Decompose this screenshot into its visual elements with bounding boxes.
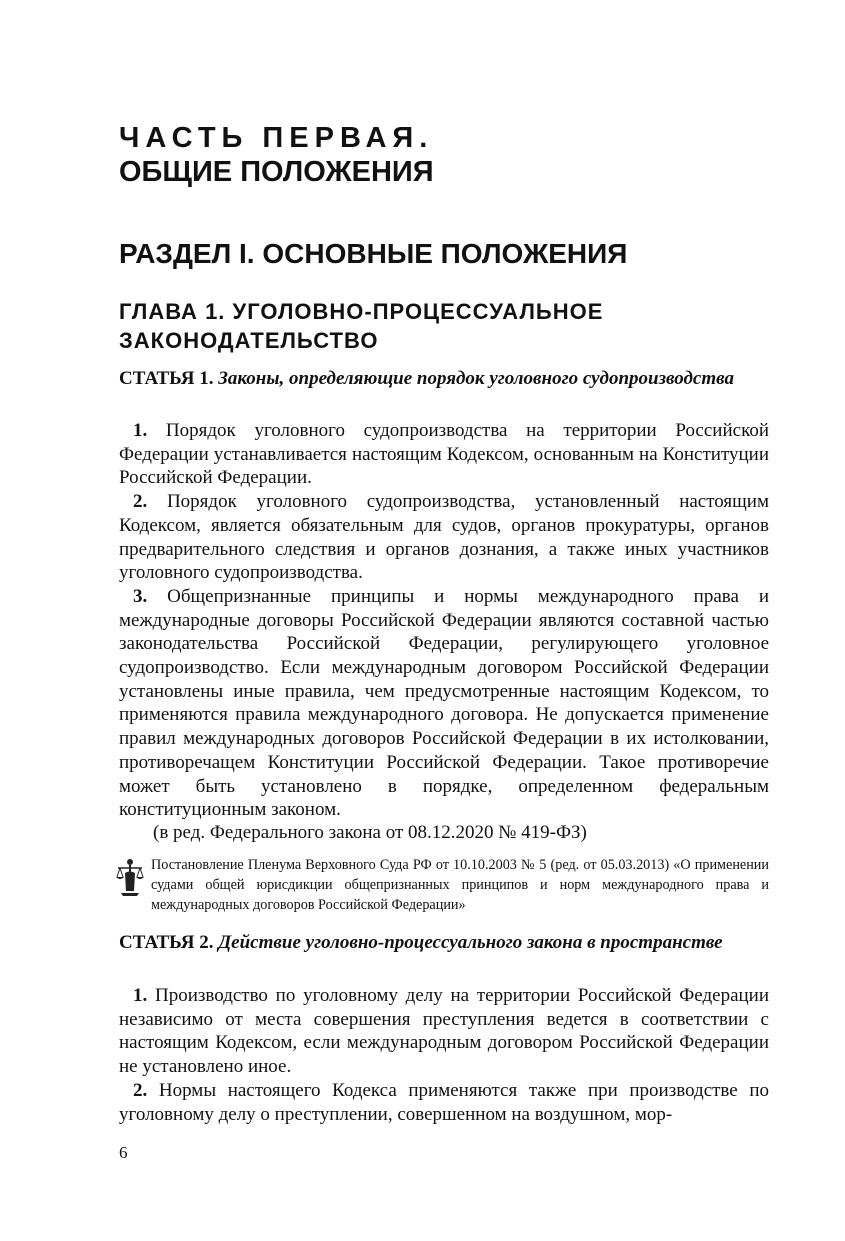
paragraph-text: Общепризнанные принципы и нормы международного права и международные договоры Российской Федерации являются составной частью законодательства Российской Федерации, регулирующего уголовное судопроизводство. Если международным договором Российской Федерации установлены иные правила, чем предусмотренные настоящим Кодексом, то применяются правила международного договора. Не допускается применение правил международных договоров Российской Федерации в их истолковании, противоречащем Конституции Российской Федерации. Такое противоречие может быть установлено в порядке, определенном федеральным конституционным законом. — [119, 585, 770, 821]
edition-note: (в ред. Федерального закона от 08.12.2020 № 419-ФЗ) — [153, 822, 587, 843]
article-1-paragraph — [119, 490, 769, 585]
chapter-name: УГОЛОВНО-ПРОЦЕССУАЛЬНОЕ ЗАКОНОДАТЕЛЬСТВО — [119, 299, 604, 353]
article-1-paragraph — [119, 419, 769, 490]
chapter-title — [119, 297, 719, 355]
court-ruling-text: Постановление Пленума Верховного Суда РФ от 10.10.2003 № 5 (ред. от 05.03.2013) «О применении судами общей юрисдикции общепризнанных принципов и норм международного права и международных договоров Российской Федерации» — [151, 857, 769, 913]
part-title — [119, 121, 434, 189]
article-2-body — [119, 984, 769, 1126]
part-title-line1: ЧАСТЬ ПЕРВАЯ. — [119, 122, 434, 154]
article-1-label: СТАТЬЯ 1. — [119, 368, 214, 389]
article-2-heading — [119, 932, 769, 954]
article-1-name: Законы, определяющие порядок уголовного судопроизводства — [218, 368, 734, 389]
section-prefix: РАЗДЕЛ I. — [119, 238, 255, 269]
page-number: 6 — [119, 1143, 128, 1162]
paragraph-text: Нормы настоящего Кодекса применяются также при производстве по уголовному делу о преступлении, совершенном на воздушном, мор- — [119, 1079, 769, 1125]
themis-icon — [115, 857, 145, 897]
paragraph-number: 1. — [133, 985, 148, 1006]
paragraph-number: 2. — [133, 491, 148, 513]
article-1-heading — [119, 368, 769, 390]
article-2-paragraph — [119, 984, 769, 1079]
paragraph-text: Порядок уголовного судопроизводства на территории Российской Федерации устанавливается настоящим Кодексом, основанным на Конституции Российской Федерации. — [119, 420, 769, 489]
article-2-name: Действие уголовно-процессуального закона в пространстве — [218, 932, 723, 953]
article-1-paragraph — [119, 585, 769, 822]
paragraph-text: Порядок уголовного судопроизводства, установленный настоящим Кодексом, является обязательным для судов, органов прокуратуры, органов предварительного следствия и органов дознания, а также иных участников уголовного судопроизводства. — [119, 491, 769, 584]
article-1-body — [119, 419, 769, 822]
paragraph-number: 3. — [133, 585, 148, 607]
chapter-number: 1. — [205, 299, 226, 324]
article-2-paragraph — [119, 1079, 769, 1126]
section-title — [119, 236, 627, 272]
section-name: ОСНОВНЫЕ ПОЛОЖЕНИЯ — [262, 238, 628, 269]
chapter-prefix: ГЛАВА — [119, 299, 198, 324]
part-title-line2: ОБЩИЕ ПОЛОЖЕНИЯ — [119, 156, 434, 188]
paragraph-number: 2. — [133, 1079, 148, 1101]
paragraph-number: 1. — [133, 420, 148, 441]
paragraph-text: Производство по уголовному делу на территории Российской Федерации независимо от места совершения преступления ведется в соответствии с настоящим Кодексом, если международным договором Российской Федерации не установлено иное. — [119, 985, 770, 1078]
article-2-label: СТАТЬЯ 2. — [119, 932, 214, 953]
court-ruling-note — [119, 855, 769, 915]
